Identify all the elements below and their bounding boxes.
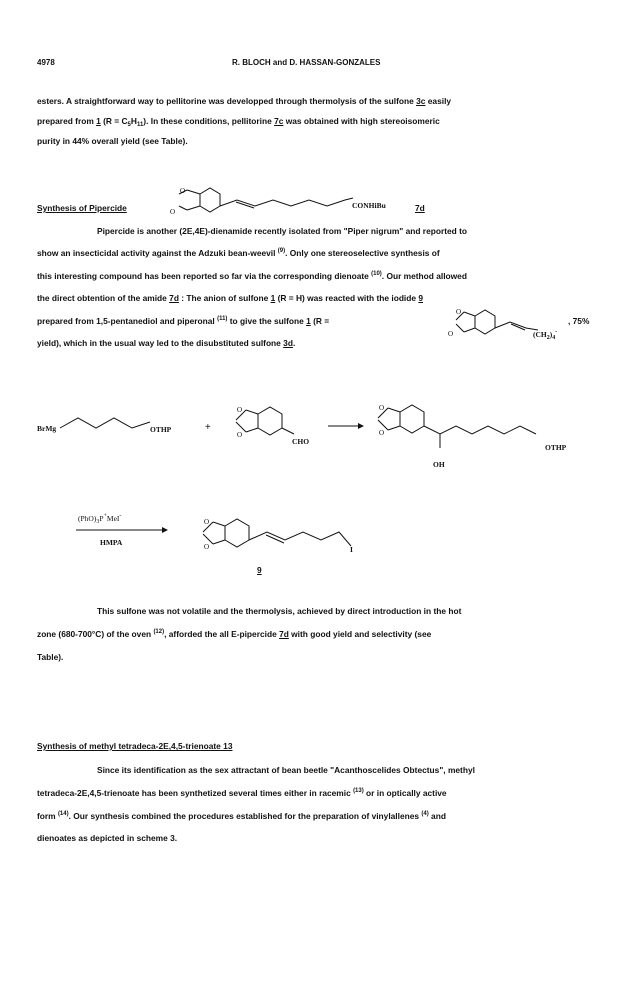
othp-label-2: OTHP: [545, 443, 567, 452]
pipercide-line-6: yield), which in the usual way led to the disubstituted sulfone 3d.: [37, 338, 296, 348]
svg-text:O: O: [204, 518, 210, 526]
svg-text:O: O: [237, 431, 243, 439]
alcohol-product-structure: [370, 398, 570, 458]
r-group-chain-label: $(CH_2)_4^-$: [533, 329, 558, 341]
intro-line-3: purity in 44% overall yield (see Table).: [37, 136, 188, 146]
pipercide-amide-label: CONHiBu: [352, 201, 386, 210]
r-group-structure: [448, 302, 558, 346]
trienoate-line-4: dienoates as depicted in scheme 3.: [37, 833, 178, 843]
pipercide-line-3: this interesting compound has been reported so far via the corresponding dienoate $^{(10)}$. Our method allowed: [37, 271, 467, 281]
pipercide-line-5: prepared from 1,5-pentanediol and piperonal $^{(11)}$ to give the sulfone 1 (R =: [37, 316, 330, 326]
pipercide-structure: [155, 180, 405, 220]
trienoate-line-3: form $^{(14)}$. Our synthesis combined the procedures established for the preparation of vinylallenes $^{(4)}$ and: [37, 811, 446, 821]
svg-text:O: O: [204, 543, 210, 551]
pipercide-line-2: show an insecticidal activity against the Adzuki bean-weevil $^{(9)}$. Only one stereoselective synthesis of: [37, 248, 440, 258]
pipercide-line-1: Pipercide is another (2E,4E)-dienamide recently isolated from "Piper nigrum" and reported to: [97, 226, 468, 236]
thermolysis-line-2: zone (680-700°C) of the oven $^{(12)}$, afforded the all E-pipercide 7d with good yield and selectivity (see: [37, 629, 432, 639]
pipercide-compound-id: 7d: [415, 203, 425, 213]
iodo-label: I: [350, 545, 353, 554]
plus-sign: +: [205, 422, 211, 433]
svg-text:O: O: [448, 330, 454, 338]
pipercide-line-4: the direct obtention of the amide 7d : The anion of sulfone 1 (R = H) was reacted with the iodide 9: [37, 293, 424, 303]
oh-label: OH: [433, 460, 445, 469]
pipercide-yield-text: , 75%: [568, 316, 590, 326]
cho-label: CHO: [292, 437, 310, 446]
intro-line-1: esters. A straightforward way to pellitorine was developped through thermolysis of the sulfone 3c easily: [37, 96, 452, 106]
trienoate-line-1: Since its identification as the sex attractant of bean beetle "Acanthoscelides Obtectus", methyl: [97, 765, 475, 775]
grignard-label: BrMg: [37, 424, 57, 433]
thermolysis-line-1: This sulfone was not volatile and the thermolysis, achieved by direct introduction in the hot: [97, 606, 462, 616]
reagent-phosphonium: $(PhO)_3P^+MeI^-$: [78, 513, 122, 525]
reaction-arrow-1: [328, 421, 364, 431]
trienoate-line-2: tetradeca-2E,4,5-trienoate has been synthetized several times either in racemic $^{(13)}$ or in optically active: [37, 788, 447, 798]
svg-text:O: O: [237, 406, 243, 414]
ring-o-label: O: [180, 187, 186, 195]
othp-label-1: OTHP: [150, 425, 172, 434]
svg-text:O: O: [456, 308, 462, 316]
reaction-arrow-2: [76, 525, 168, 535]
svg-text:O: O: [379, 404, 385, 412]
section-heading-pipercide: Synthesis of Pipercide: [37, 203, 127, 213]
svg-text:O: O: [170, 208, 176, 216]
iodide-9-structure: [195, 512, 365, 562]
product-9-label: 9: [257, 565, 262, 575]
grignard-chain: [58, 410, 158, 440]
reagent-hmpa: HMPA: [100, 538, 123, 547]
running-header-authors: R. BLOCH and D. HASSAN-GONZALES: [232, 58, 381, 67]
intro-line-2: prepared from 1 $(R = C_5H_{11})$. In these conditions, pellitorine 7c was obtained with high stereoisomeric: [37, 116, 440, 128]
svg-text:O: O: [379, 429, 385, 437]
page-number: 4978: [37, 58, 55, 67]
section-heading-trienoate: Synthesis of methyl tetradeca-2E,4,5-trienoate 13: [37, 741, 233, 751]
thermolysis-line-3: Table).: [37, 652, 64, 662]
